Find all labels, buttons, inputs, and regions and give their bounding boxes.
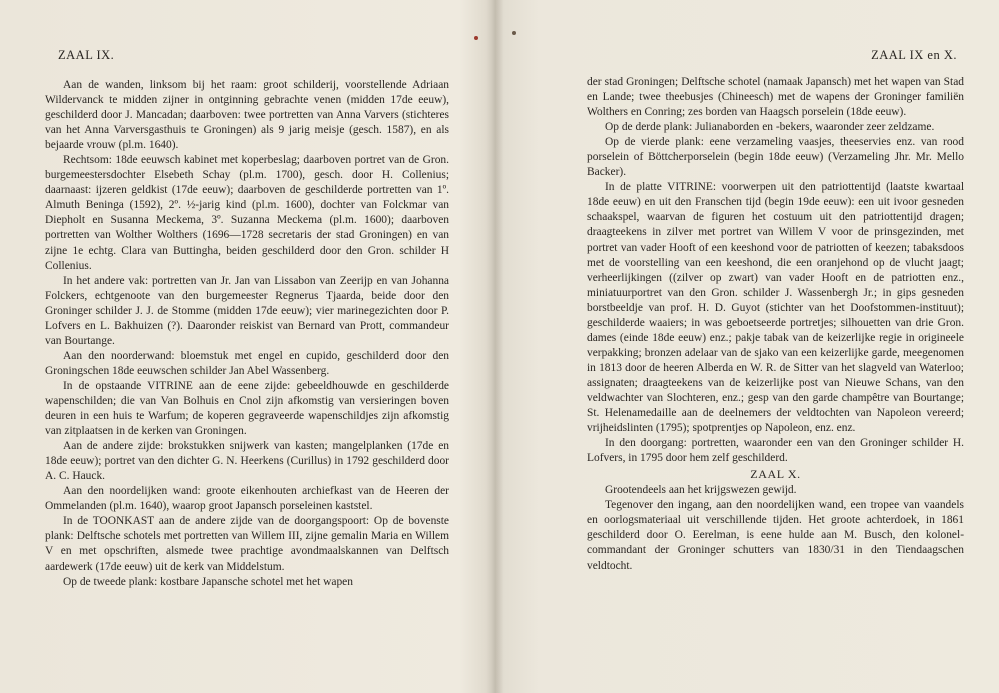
paragraph: In het andere vak: portretten van Jr. Jan van Lissabon van Zeerijp en van Johanna Folckers, echtgenoote van den burgemeester Regnerus Tjaarda, beide door den Groninger schilder J. J. de Stomme (midden 17de eeuw); vier marinegezichten door P. Lofvers en L. Bakhuizen (?). Daaronder reiskist van Bernard van Prott, commandeur van Bourtange. bbox=[45, 274, 449, 347]
paragraph: In de TOONKAST aan de andere zijde van de doorgangspoort: Op de bovenste plank: Delftsche schotels met portretten van Willem III, zijne gemalin Maria en Willem V en met opschriften, alsmede twee prachtige avondmaalskannen van Delftsch aardewerk (17de eeuw) uit de kerk van Middelstum. bbox=[45, 515, 449, 573]
running-head: ZAAL IX. bbox=[58, 48, 115, 62]
paragraph: In de platte VITRINE: voorwerpen uit den patriottentijd (laatste kwartaal 18de eeuw) en uit den Franschen tijd (begin 19de eeuw): een uit ivoor gesneden schaakspel, waarvan de figuren het costuum uit den patriottentijd dragen; draagteekens in zilver met portret van Willem V voor de prinsgezinden, met portret van vader Hooft of een keeshond voor de patriotten of keezen; tabaksdoos met de voorstelling van een keeshond, die een oranjehond op de vlucht jaagt; verheerlijkingen ((zilver op zwart) van vader Hooft en de patriotten enz., miniatuurportret van den Gron. schilder J. Wassenbergh Jr.; in gips gesneden borstbeeldje van prof. H. D. Guyot (stichter van het Doofstommen-instituut); geschilderde waaiers; in was geboetseerde portretjes; silhouetten van drie Gron. dames (einde 18de eeuw) enz.; pakje tabak van de keizerlijke regie in origineele verpakking; bronzen adelaar van de sjako van een keizerlijke garde, meegenomen in 1813 door de heeren Alberda en W. R. de Sitter van het slagveld van Waterloo; assignaten; draagteekens van de keizerlijke post van Nieuwe Schans, van den veldwachter van Slochteren, enz.; gesp van den garde champêtre van Bourtange; St. Helenamedaille aan de deelnemers der veldtochten van Napoleon vereerd; vrijheidslinten (1795); spotprentjes op Napoleon, enz. enz. bbox=[587, 181, 964, 435]
page-body bbox=[587, 75, 964, 574]
paragraph: Aan de andere zijde: brokstukken snijwerk van kasten; mangelplanken (17de en 18de eeuw); portret van den dichter G. N. Heerkens (Curillus) in 1792 geschilderd door A. C. Hauck. bbox=[45, 440, 449, 483]
paragraph: Op de derde plank: Julianaborden en -bekers, waaronder zeer zeldzame. bbox=[605, 121, 935, 134]
paragraph: Grootendeels aan het krijgswezen gewijd. bbox=[605, 484, 797, 497]
paragraph: Aan den noordelijken wand: groote eikenhouten archiefkast van de Heeren der Ommelanden (pl.m. 1640), waarop groot Japansch porseleinen kaststel. bbox=[45, 485, 449, 513]
paragraph: In den doorgang: portretten, waaronder een van den Groninger schilder H. Lofvers, in 1795 door hem zelf geschilderd. bbox=[587, 437, 964, 465]
left-page bbox=[0, 0, 492, 693]
paragraph: Tegenover den ingang, aan den noordelijken wand, een tropee van vaandels en oorlogsmateriaal uit verschillende tijden. Het groote achterdoek, in 1861 geschilderd door O. Eerelman, is eene hulde aan M. Busch, den kolonel-commandant der Groninger schutters van 1830/31 in den Tiendaagschen veldtocht. bbox=[587, 499, 964, 572]
paragraph: Op de tweede plank: kostbare Japansche schotel met het wapen bbox=[63, 575, 353, 588]
paragraph: Aan de wanden, linksom bij het raam: groot schilderij, voorstellende Adriaan Wildervanck te midden zijner in ontginning gebrachte venen (midden 17de eeuw), geschilderd door J. Mancadan; daarboven: twee portretten van Anna Varvers (stichteres van het Anna Varversgasthuis te Groningen) als 9 jarig meisje (gesch. 1587), en als bejaarde vrouw (pl.m. 1640). bbox=[45, 79, 449, 152]
paragraph: der stad Groningen; Delftsche schotel (namaak Japansch) met het wapen van Stad en Lande; twee theebusjes (Chineesch) met de wapens der Groninger familiën Wolthers en Conring; zes borden van Haagsch porselein (18de eeuw). bbox=[587, 76, 964, 119]
page-body bbox=[45, 78, 449, 590]
paragraph: In de opstaande VITRINE aan de eene zijde: gebeeldhouwde en geschilderde wapenschilden; die van Van Bolhuis en Cnol zijn afkomstig van versieringen boven deuren in een huis te Warfum; de koperen gegraveerde wapenschildjes zijn afkomstig van zitplaatsen in de kerken van Groningen. bbox=[45, 379, 449, 438]
paragraph: Rechtsom: 18de eeuwsch kabinet met koperbeslag; daarboven portret van de Gron. burgemeestersdochter Elsebeth Schay (pl.m. 1700), gesch. door H. Collenius; daarnaast: ijzeren geldkist (17de eeuw); daarboven de geschilderde portretten van 1º. Almuth Beninga (1592), 2º. ½-jarig kind (pl.m. 1600), dochter van Folckmar van Diepholt en Susanna Meckema, 3º. Suzanna Meckema (pl.m. 1600); daarboven portretten van Wolther Wolthers (1696—1728 secretaris der stad Groningen) en van zijne 1e echtg. Clara van Buttingha, beiden geschilderd door den Gron. schilder H Collenius. bbox=[45, 154, 449, 272]
paragraph: Op de vierde plank: eene verzameling vaasjes, theeservies enz. van rood porselein of Böttcherporselein (begin 18de eeuw) (Verzameling Jhr. Mr. Mello Backer). bbox=[587, 136, 964, 179]
right-page bbox=[500, 0, 999, 693]
section-heading: ZAAL X. bbox=[750, 467, 801, 482]
running-head: ZAAL IX en X. bbox=[871, 48, 957, 62]
paragraph: Aan den noorderwand: bloemstuk met engel en cupido, geschilderd door den Groningschen 18de eeuwschen schilder Jan Abel Wassenberg. bbox=[45, 349, 449, 377]
